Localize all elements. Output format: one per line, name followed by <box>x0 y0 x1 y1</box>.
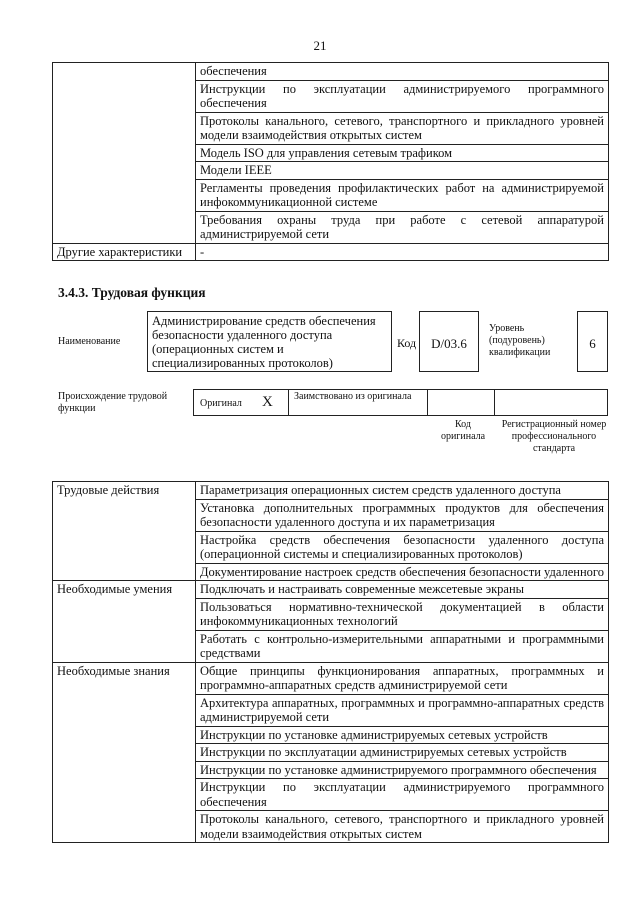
table-row: Пользоваться нормативно-технической документацией в области инфокоммуникационных технологий <box>196 598 609 630</box>
table-row: Инструкции по установке администрируемого программного обеспечения <box>196 761 609 779</box>
continued-requirements-table <box>52 62 609 261</box>
reg-number-caption: Регистрационный номер профессионального стандарта <box>501 419 607 454</box>
table-row: Протоколы канального, сетевого, транспортного и прикладного уровней модели взаимодействия открытых систем <box>196 811 609 843</box>
divider <box>427 390 428 415</box>
table-row: Настройка средств обеспечения безопасности удаленного доступа (операционной системы и специализированных протоколов) <box>196 531 609 563</box>
other-characteristics-value: - <box>196 243 609 261</box>
table-row: Установка дополнительных программных продуктов для обеспечения безопасности удаленного доступа и их параметризация <box>196 499 609 531</box>
knowledge-label: Необходимые знания <box>53 662 196 843</box>
table-row: Архитектура аппаратных, программных и программно-аппаратных средств администрируемой сети <box>196 694 609 726</box>
table-row: Инструкции по установке администрируемых сетевых устройств <box>196 726 609 744</box>
level-value: 6 <box>589 336 596 351</box>
table-row: Регламенты проведения профилактических работ на администрируемой инфокоммуникационной системе <box>196 179 609 211</box>
code-original-caption: Код оригинала <box>440 419 486 442</box>
level-label: Уровень (подуровень) квалификации <box>489 323 551 358</box>
skills-label: Необходимые умения <box>53 581 196 663</box>
code-label: Код <box>397 336 417 350</box>
divider <box>288 390 289 415</box>
origin-label: Происхождение трудовой функции <box>58 391 168 414</box>
table-row: Работать с контрольно-измерительными аппаратными и программными средствами <box>196 630 609 662</box>
table-row: Протоколы канального, сетевого, транспортного и прикладного уровней модели взаимодействия открытых систем <box>196 112 609 144</box>
table-row: Инструкции по эксплуатации администрируемых сетевых устройств <box>196 744 609 762</box>
table-row: Документирование настроек средств обеспечения безопасности удаленного <box>196 563 609 581</box>
origin-row <box>193 389 608 416</box>
actions-label: Трудовые действия <box>53 482 196 581</box>
function-name: Администрирование средств обеспечения безопасности удаленного доступа (операционных систем и специализированных протоколов) <box>152 314 376 370</box>
borrowed-label: Заимствовано из оригинала <box>294 391 412 402</box>
table-row: Параметризация операционных систем средств удаленного доступа <box>196 482 609 500</box>
section-heading: 3.4.3. Трудовая функция <box>58 285 206 300</box>
table-row: Инструкции по эксплуатации администрируемого программного обеспечения <box>196 80 609 112</box>
table-row: Модели IEEE <box>196 162 609 180</box>
function-code: D/03.6 <box>431 336 467 351</box>
other-characteristics-label: Другие характеристики <box>53 243 196 261</box>
table-row: Общие принципы функционирования аппаратных, программных и программно-аппаратных средств администрируемой сети <box>196 662 609 694</box>
empty-label-cell <box>53 63 196 244</box>
divider <box>494 390 495 415</box>
name-label: Наименование <box>58 336 121 347</box>
level-box <box>577 311 608 372</box>
function-name-box <box>147 311 392 372</box>
table-row: Подключать и настраивать современные межсетевые экраны <box>196 581 609 599</box>
original-label: Оригинал <box>200 398 242 409</box>
original-mark: X <box>262 394 273 410</box>
function-code-box <box>419 311 479 372</box>
table-row: обеспечения <box>196 63 609 81</box>
table-row: Модель ISO для управления сетевым трафиком <box>196 144 609 162</box>
labor-function-table <box>52 481 609 843</box>
page-number: 21 <box>313 38 327 53</box>
table-row: Требования охраны труда при работе с сетевой аппаратурой администрируемой сети <box>196 211 609 243</box>
table-row: Инструкции по эксплуатации администрируемого программного обеспечения <box>196 779 609 811</box>
